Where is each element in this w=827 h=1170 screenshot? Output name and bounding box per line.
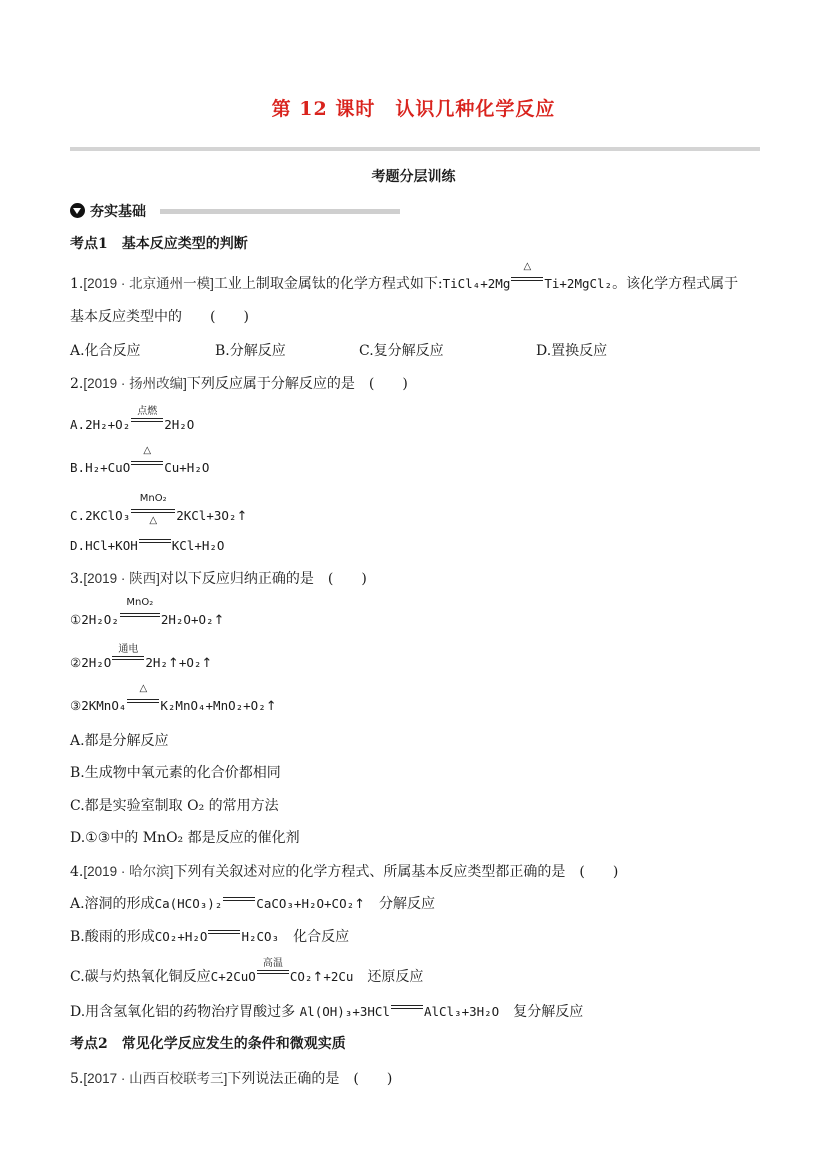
section-bar <box>160 209 400 214</box>
equation-right: 2H₂ <box>145 655 168 670</box>
question-source: [2019 · 北京通州一模] <box>83 276 214 291</box>
question-1-line-2: 基本反应类型中的 ( ) <box>70 309 249 325</box>
reaction-type: 分解反应 <box>379 896 436 912</box>
gas-arrow-icon: ↑ <box>354 897 366 912</box>
question-2-stem <box>70 372 408 393</box>
equation-right: 2KCl+3O₂ <box>176 508 237 523</box>
equation-right: H₂CO₃ <box>241 929 280 944</box>
gas-arrow-icon: ↑ <box>312 970 324 985</box>
equation-left: C+2CuO <box>210 969 256 984</box>
question-source: [2019 · 陕西] <box>83 571 160 586</box>
equation-sign <box>223 895 255 905</box>
equation-left: Al(OH)₃+3HCl <box>299 1004 390 1019</box>
option-d[interactable] <box>70 537 224 553</box>
question-number: 5. <box>70 1071 84 1087</box>
option-a[interactable] <box>70 893 435 913</box>
option-a[interactable]: A.都是分解反应 <box>70 733 169 749</box>
gas-arrow-icon: ↑ <box>201 656 213 671</box>
option-label: C. <box>70 508 86 523</box>
option-b[interactable] <box>70 445 210 475</box>
question-number: 3. <box>70 571 84 587</box>
question-number: 4. <box>70 864 84 880</box>
equation-left: 2KClO₃ <box>85 508 131 523</box>
equation-left: HCl+KOH <box>85 538 138 553</box>
section-title: 夯实基础 <box>90 204 146 220</box>
condition-bottom: △ <box>149 515 158 526</box>
option-b[interactable]: B.分解反应 <box>215 343 286 359</box>
equation-sign <box>131 493 175 526</box>
page-subtitle: 考题分层训练 <box>371 169 456 185</box>
reaction-label: ② <box>70 655 82 670</box>
option-c[interactable]: C.复分解反应 <box>359 343 444 359</box>
question-source: [2019 · 哈尔滨] <box>83 864 174 879</box>
reaction-3 <box>70 683 277 714</box>
equation-sign <box>120 597 160 621</box>
equation-right: Ti+2MgCl₂ <box>544 276 613 291</box>
option-c[interactable] <box>70 958 424 986</box>
option-d[interactable]: D.①③中的 MnO₂ 都是反应的催化剂 <box>70 830 300 846</box>
equation-sign <box>131 445 163 469</box>
option-text: D.用含氢氧化铝的药物治疗胃酸过多 <box>70 1004 296 1020</box>
equation-left: Ca(HCO₃)₂ <box>154 896 223 911</box>
question-3-stem <box>70 567 367 588</box>
equation-right: AlCl₃+3H₂O <box>423 1004 500 1019</box>
equation-right: +O₂ <box>178 655 202 670</box>
gas-arrow-icon: ↑ <box>236 509 248 524</box>
equation-sign <box>139 537 171 547</box>
equation-sign <box>131 406 163 426</box>
condition: △ <box>139 683 148 694</box>
equation-right: CO₂ <box>289 969 313 984</box>
question-stem: 。该化学方程式属于 <box>612 276 739 292</box>
question-source: [2019 · 扬州改编] <box>83 376 187 391</box>
question-5-stem <box>70 1067 392 1088</box>
equation-left: 2KMnO₄ <box>81 698 127 713</box>
condition: △ <box>143 445 152 456</box>
question-stem: 下列反应属于分解反应的是 ( ) <box>186 376 408 392</box>
condition: MnO₂ <box>126 597 154 608</box>
option-label: D. <box>70 538 86 553</box>
equation-sign <box>127 683 159 707</box>
option-a[interactable] <box>70 406 195 432</box>
equation-left: TiCl₄+2Mg <box>442 276 511 291</box>
reaction-label: ③ <box>70 698 82 713</box>
question-4-stem <box>70 860 618 881</box>
equation-left: 2H₂O₂ <box>81 612 119 627</box>
gas-arrow-icon: ↑ <box>167 656 179 671</box>
reaction-type: 复分解反应 <box>513 1004 584 1020</box>
equation-right: 2H₂O+O₂ <box>160 612 214 627</box>
option-d[interactable]: D.置换反应 <box>536 343 608 359</box>
equation-right: KCl+H₂O <box>171 538 225 553</box>
option-c[interactable] <box>70 493 248 526</box>
condition: 点燃 <box>137 406 158 417</box>
question-stem: 下列有关叙述对应的化学方程式、所属基本反应类型都正确的是 ( ) <box>173 864 619 880</box>
condition-top: MnO₂ <box>139 493 167 504</box>
option-text: A.溶洞的形成 <box>70 896 155 912</box>
question-number: 1. <box>70 276 84 292</box>
equation-right: 2H₂O <box>164 417 195 432</box>
option-text: B.酸雨的形成 <box>70 929 155 945</box>
reaction-type: 化合反应 <box>293 929 350 945</box>
question-number: 2. <box>70 376 84 392</box>
question-1-line-1 <box>70 261 739 293</box>
equation-sign <box>257 958 289 978</box>
equation-sign <box>208 928 240 938</box>
option-c[interactable]: C.都是实验室制取 O₂ 的常用方法 <box>70 798 279 814</box>
equation-right: CaCO₃+H₂O+CO₂ <box>256 896 355 911</box>
option-b[interactable] <box>70 926 349 946</box>
option-a[interactable]: A.化合反应 <box>70 343 141 359</box>
question-stem: 下列说法正确的是 ( ) <box>227 1071 393 1087</box>
question-source: [2017 · 山西百校联考三] <box>83 1071 228 1086</box>
equation-sign <box>112 644 144 664</box>
equation-left: 2H₂O <box>81 655 112 670</box>
condition: △ <box>523 261 532 272</box>
equation-right: Cu+H₂O <box>164 460 210 475</box>
question-stem: 对以下反应归纳正确的是 ( ) <box>159 571 367 587</box>
question-stem: 工业上制取金属钛的化学方程式如下: <box>213 276 443 292</box>
equation-right: +2Cu <box>323 969 354 984</box>
option-b[interactable]: B.生成物中氧元素的化合价都相同 <box>70 765 281 781</box>
gas-arrow-icon: ↑ <box>213 613 225 628</box>
option-d[interactable] <box>70 1001 583 1021</box>
gas-arrow-icon: ↑ <box>265 699 277 714</box>
condition: 高温 <box>262 958 283 969</box>
reaction-2 <box>70 644 213 671</box>
reaction-label: ① <box>70 612 82 627</box>
condition: 通电 <box>118 644 139 655</box>
equation-left: H₂+CuO <box>85 460 131 475</box>
equation-left: 2H₂+O₂ <box>85 417 131 432</box>
equation-sign <box>511 261 543 285</box>
reaction-type: 还原反应 <box>367 969 424 985</box>
page-title: 第 12 课时 认识几种化学反应 <box>271 98 556 120</box>
reaction-1 <box>70 597 225 628</box>
equation-sign <box>391 1003 423 1013</box>
option-label: A. <box>70 417 86 432</box>
section-triangle-icon <box>70 203 85 218</box>
option-text: C.碳与灼热氧化铜反应 <box>70 969 211 985</box>
kaodian-1-heading: 考点1 基本反应类型的判断 <box>70 236 248 252</box>
equation-left: CO₂+H₂O <box>154 929 208 944</box>
title-divider <box>70 147 760 151</box>
kaodian-2-heading: 考点2 常见化学反应发生的条件和微观实质 <box>70 1036 346 1052</box>
equation-right: K₂MnO₄+MnO₂+O₂ <box>160 698 266 713</box>
option-label: B. <box>70 460 86 475</box>
